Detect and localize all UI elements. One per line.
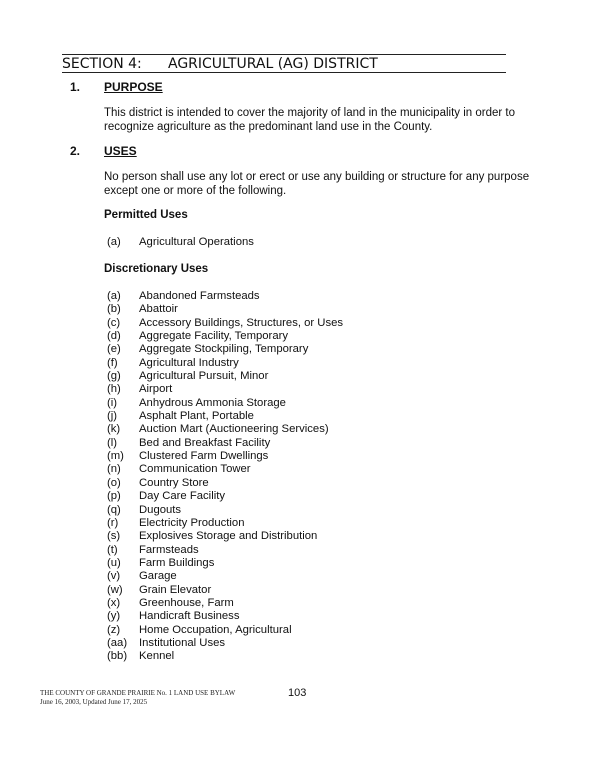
list-item-text: Home Occupation, Agricultural <box>139 623 292 636</box>
list-item-letter: (o) <box>107 476 121 489</box>
list-item <box>107 570 343 583</box>
list-item <box>107 463 343 476</box>
list-item-text: Garage <box>139 570 177 583</box>
list-item-text: Airport <box>139 383 173 396</box>
list-item-letter: (bb) <box>107 650 128 663</box>
list-item-letter: (v) <box>107 570 121 583</box>
list-item-letter: (m) <box>107 450 124 463</box>
list-item-text: Auction Mart (Auctioneering Services) <box>139 423 329 436</box>
list-item-letter: (h) <box>107 383 121 396</box>
list-item <box>107 410 343 423</box>
purpose-title: PURPOSE <box>104 80 163 94</box>
list-item-letter: (c) <box>107 316 121 329</box>
list-item <box>107 236 254 249</box>
list-item-letter: (b) <box>107 303 121 316</box>
footer-dates: June 16, 2003, Updated June 17, 2025 <box>40 698 148 706</box>
uses-intro: No person shall use any lot or erect or use any building or structure for any purpose except one or more of the following. <box>104 171 530 197</box>
list-item <box>107 624 343 637</box>
permitted-uses-list <box>107 236 254 249</box>
list-item-text: Clustered Farm Dwellings <box>139 450 269 463</box>
list-item <box>107 477 343 490</box>
list-item <box>107 517 343 530</box>
list-item <box>107 383 343 396</box>
list-item-letter: (z) <box>107 623 121 636</box>
discretionary-uses-list <box>107 290 343 664</box>
list-item <box>107 490 343 503</box>
list-item-text: Farm Buildings <box>139 556 215 569</box>
list-item <box>107 303 343 316</box>
list-item-text: Kennel <box>139 650 175 663</box>
list-item-letter: (a) <box>107 236 121 248</box>
list-item-text: Abandoned Farmsteads <box>139 290 260 302</box>
list-item-letter: (e) <box>107 343 121 356</box>
list-item <box>107 343 343 356</box>
purpose-number: 1. <box>70 80 81 94</box>
list-item-letter: (g) <box>107 370 121 383</box>
list-item-letter: (l) <box>107 436 118 449</box>
list-item <box>107 330 343 343</box>
list-item-text: Agricultural Industry <box>139 356 239 369</box>
uses-number: 2. <box>70 144 81 158</box>
list-item-letter: (d) <box>107 330 121 343</box>
list-item-text: Agricultural Pursuit, Minor <box>139 370 269 383</box>
page-number: 103 <box>288 687 307 699</box>
purpose-text: This district is intended to cover the majority of land in the municipality in order to recognize agriculture as the predominant land use in the County. <box>104 107 515 133</box>
list-item <box>107 450 343 463</box>
list-item-text: Abattoir <box>139 303 178 316</box>
list-item-text: Institutional Uses <box>139 636 226 649</box>
section-number: SECTION 4: <box>62 56 142 72</box>
list-item <box>107 637 343 650</box>
list-item <box>107 357 343 370</box>
list-item-text: Farmsteads <box>139 543 199 556</box>
list-item-text: Explosives Storage and Distribution <box>139 530 318 543</box>
list-item-text: Greenhouse, Farm <box>139 596 234 609</box>
list-item <box>107 397 343 410</box>
list-item <box>107 370 343 383</box>
list-item-text: Accessory Buildings, Structures, or Uses <box>139 316 344 329</box>
list-item-text: Aggregate Stockpiling, Temporary <box>139 343 309 356</box>
list-item-letter: (u) <box>107 556 121 569</box>
list-item <box>107 423 343 436</box>
list-item <box>107 437 343 450</box>
section-title: AGRICULTURAL (AG) DISTRICT <box>168 56 378 72</box>
list-item <box>107 530 343 543</box>
list-item-letter: (s) <box>107 530 121 543</box>
list-item-letter: (j) <box>107 410 118 423</box>
list-item <box>107 317 343 330</box>
list-item-letter: (q) <box>107 503 121 516</box>
list-item <box>107 557 343 570</box>
list-item-text: Grain Elevator <box>139 583 212 596</box>
header-rule-top <box>62 54 506 55</box>
list-item-letter: (n) <box>107 463 121 476</box>
uses-heading <box>70 144 137 158</box>
permitted-uses-heading: Permitted Uses <box>104 209 188 221</box>
list-item <box>107 504 343 517</box>
list-item-letter: (k) <box>107 423 121 436</box>
list-item-letter: (r) <box>107 516 119 529</box>
list-item-text: Agricultural Operations <box>139 236 254 248</box>
list-item-text: Dugouts <box>139 503 182 516</box>
list-item-text: Aggregate Facility, Temporary <box>139 330 289 343</box>
list-item <box>107 650 343 663</box>
footer-bylaw-title: THE COUNTY OF GRANDE PRAIRIE No. 1 LAND USE BYLAW <box>40 689 236 697</box>
section-heading <box>62 56 378 72</box>
list-item-letter: (f) <box>107 356 118 369</box>
uses-title: USES <box>104 144 137 158</box>
list-item <box>107 597 343 610</box>
list-item-letter: (i) <box>107 396 118 409</box>
list-item-letter: (x) <box>107 596 121 609</box>
list-item-text: Handicraft Business <box>139 610 240 623</box>
list-item-text: Asphalt Plant, Portable <box>139 410 254 423</box>
list-item-text: Day Care Facility <box>139 490 226 503</box>
list-item-text: Communication Tower <box>139 463 251 476</box>
list-item-letter: (w) <box>107 583 123 596</box>
footer-citation <box>40 689 235 707</box>
list-item-letter: (y) <box>107 610 121 623</box>
list-item-letter: (p) <box>107 490 121 503</box>
list-item <box>107 610 343 623</box>
list-item <box>107 544 343 557</box>
list-item-letter: (aa) <box>107 636 128 649</box>
list-item-letter: (t) <box>107 543 118 556</box>
list-item-text: Electricity Production <box>139 516 245 529</box>
header-rule-bottom <box>62 72 506 73</box>
list-item-letter: (a) <box>107 290 121 302</box>
list-item-text: Country Store <box>139 476 209 489</box>
list-item <box>107 584 343 597</box>
list-item <box>107 290 343 303</box>
list-item-text: Anhydrous Ammonia Storage <box>139 396 286 409</box>
purpose-heading <box>70 80 163 94</box>
discretionary-uses-heading: Discretionary Uses <box>104 263 209 275</box>
list-item-text: Bed and Breakfast Facility <box>139 436 271 449</box>
